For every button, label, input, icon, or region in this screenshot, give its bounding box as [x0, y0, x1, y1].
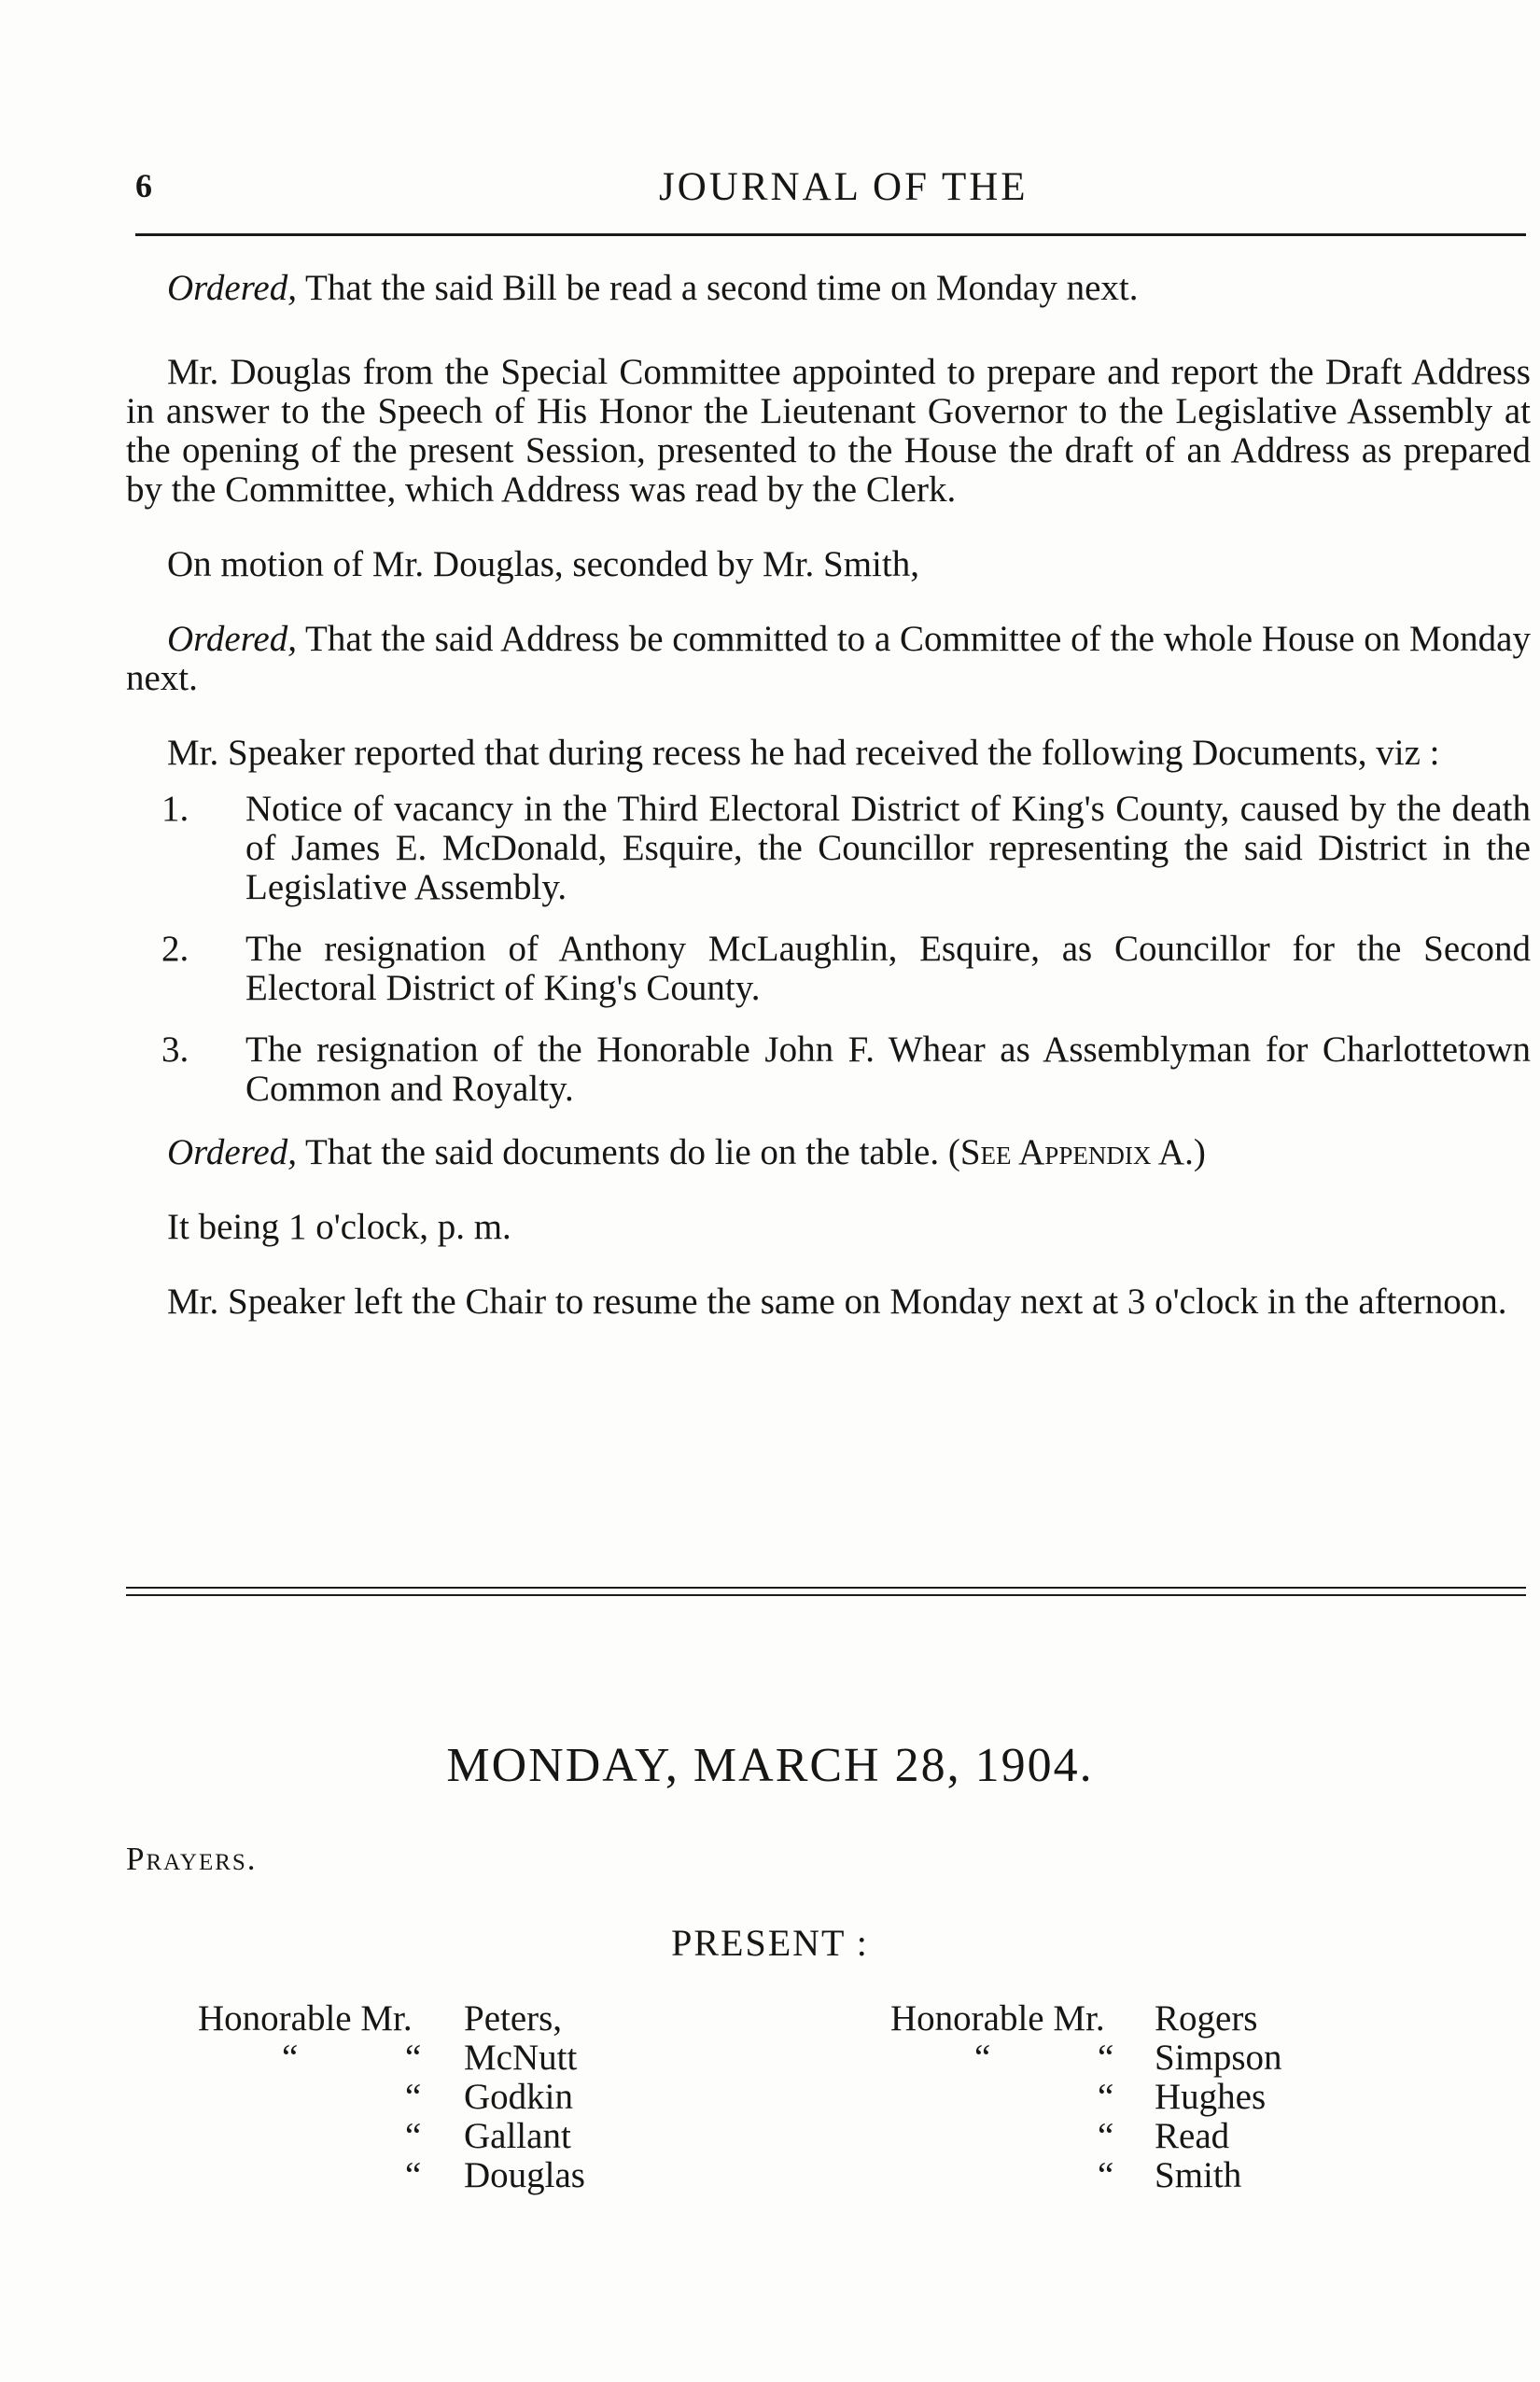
prayers-label: Prayers. — [126, 1841, 258, 1877]
ditto-mark: “ — [405, 2116, 422, 2156]
ditto-mark: “ — [405, 2038, 422, 2078]
member-name: Smith — [1155, 2155, 1242, 2195]
member-name: McNutt — [464, 2038, 578, 2078]
motion-paragraph: On motion of Mr. Douglas, seconded by Mr. Smith, — [167, 544, 919, 584]
section-divider — [126, 1587, 1526, 1596]
ditto-mark: “ — [974, 2038, 991, 2078]
document-item — [126, 1030, 1531, 1109]
order-lie-on-table — [126, 1133, 1531, 1172]
journal-title: JOURNAL OF THE — [659, 165, 1029, 209]
page-number: 6 — [135, 167, 152, 204]
speaker-report-paragraph: Mr. Speaker reported that during recess he had received the following Documents, viz : — [167, 733, 1440, 773]
sitting-date-heading: MONDAY, MARCH 28, 1904. — [446, 1739, 1094, 1792]
ordered-word: Ordered, — [167, 268, 297, 308]
member-name: Rogers — [1155, 1998, 1258, 2039]
member-name: Peters, — [464, 1998, 563, 2039]
ditto-mark: “ — [1098, 2038, 1114, 2078]
document-text: The resignation of the Honorable John F. Whear as Assemblyman for Charlottetown Common and Royalty. — [245, 1030, 1531, 1109]
member-name: Gallant — [464, 2116, 571, 2156]
journal-body — [126, 269, 1531, 1357]
ordered-word: Ordered, — [167, 619, 297, 659]
ditto-mark: “ — [1098, 2116, 1114, 2156]
present-heading: PRESENT : — [671, 1922, 869, 1964]
member-name: Douglas — [464, 2155, 585, 2195]
document-number: 3. — [161, 1030, 189, 1070]
draft-address-paragraph: Mr. Douglas from the Special Committee appointed to prepare and report the Draft Address in answer to the Speech of His Honor the Lieutenant Governor to the Legislative Assembly at the opening of the present Session, presented to the House the draft of an Address as prepared by the Committee, which Address was read by the Clerk. — [126, 352, 1531, 510]
member-title: Honorable Mr. — [198, 1998, 413, 2039]
time-paragraph: It being 1 o'clock, p. m. — [167, 1207, 511, 1247]
ordered-word: Ordered, — [167, 1132, 297, 1172]
member-title: Honorable Mr. — [890, 1998, 1105, 2039]
documents-list — [126, 790, 1531, 1109]
document-text: The resignation of Anthony McLaughlin, Esquire, as Councillor for the Second Electoral District of King's County. — [245, 929, 1531, 1008]
ditto-mark: “ — [1098, 2077, 1114, 2117]
document-number: 1. — [161, 789, 189, 829]
ditto-mark: “ — [282, 2038, 299, 2078]
appendix-reference: (See Appendix A.) — [947, 1132, 1206, 1172]
ditto-mark: “ — [1098, 2155, 1114, 2195]
document-text: Notice of vacancy in the Third Electoral District of King's County, caused by the death of James E. McDonald, Esquire, the Councillor representing the said District in the Legislative Assembly. — [245, 789, 1531, 907]
order-committee — [126, 620, 1531, 698]
paragraph-text: That the said Address be committed to a Committee of the whole House on Monday next. — [126, 619, 1531, 698]
document-item — [126, 790, 1531, 907]
ditto-mark: “ — [405, 2077, 422, 2117]
running-head — [131, 159, 1531, 215]
ditto-mark: “ — [405, 2155, 422, 2195]
document-number: 2. — [161, 929, 189, 969]
member-name: Hughes — [1155, 2077, 1267, 2117]
header-rule — [135, 233, 1526, 236]
member-name: Godkin — [464, 2077, 573, 2117]
paragraph-text: That the said Bill be read a second time on Monday next. — [297, 268, 1139, 308]
member-name: Simpson — [1155, 2038, 1282, 2078]
document-item — [126, 930, 1531, 1008]
member-name: Read — [1155, 2116, 1230, 2156]
adjournment-paragraph: Mr. Speaker left the Chair to resume the same on Monday next at 3 o'clock in the afternoon. — [167, 1282, 1507, 1322]
paragraph-text: That the said documents do lie on the table. — [297, 1132, 948, 1172]
order-second-reading — [126, 269, 1531, 308]
